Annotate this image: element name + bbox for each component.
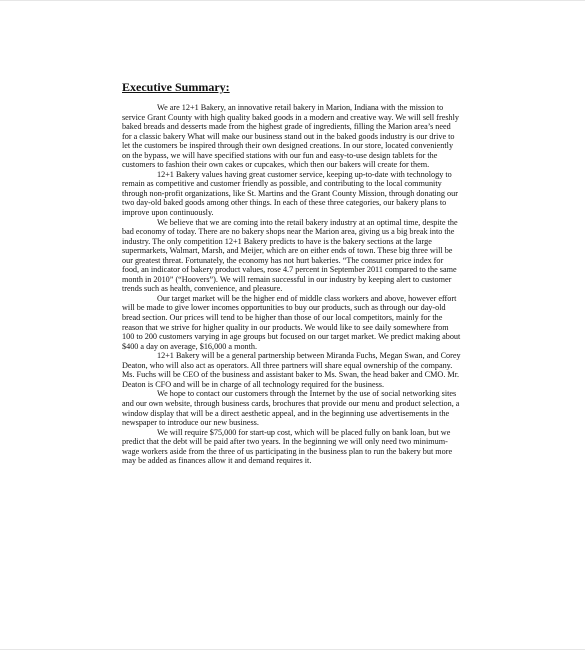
document-body (122, 79, 462, 466)
paragraph-ownership: 12+1 Bakery will be a general partnership between Miranda Fuchs, Megan Swan, and Corey Deaton, who will also act as operators. All three partners will share equal ownership of the company. Ms. Fuchs will be CEO of the business and assistant baker to Ms. Swan, the head baker and CMO. Mr. Deaton is CFO and will be in charge of all technology required for the business. (122, 351, 461, 389)
paragraph-mission: We are 12+1 Bakery, an innovative retail bakery in Marion, Indiana with the mission to service Grant County with high quality baked goods in a modern and creative way. We will sell freshly baked breads and desserts made from the highest grade of ingredients, filling the Marion area’s need for a classic bakery What will make our business stand out in the baked goods industry is our drive to let the customers be inspired through their own designed creations. In our store, located conveniently on the bypass, we will have specified stations with our fun and easy-to-use design tablets for the customers to fashion their own cakes or cupcakes, which then our bakers will create for them. (122, 103, 459, 170)
paragraph-marketing: We hope to contact our customers through the Internet by the use of social networking sites and our own website, through business cards, brochures that provide our menu and product selection, a window display that will be a direct aesthetic appeal, and in the beginning use advertisements in the newspaper to introduce our new business. (122, 389, 460, 428)
paragraph-industry: We believe that we are coming into the retail bakery industry at an optimal time, despite the bad economy of today. There are no bakery shops near the Marion area, giving us a big break into the industry. The only competition 12+1 Bakery predicts to have is the bakery sections at the large supermarkets, Walmart, Marsh, and Meijer, which are on either ends of town. These big three will be our greatest threat. Fortunately, the economy has not hurt bakeries. “The consumer price index for food, an indicator of bakery product values, rose 4.7 percent in September 2011 compared to the same month in 2010” (“Hoovers”). We will remain successful in our industry by keeping alert to customer trends such as health, convenience, and pleasure. (122, 217, 458, 294)
paragraph-values: 12+1 Bakery values having great customer service, keeping up-to-date with technology to remain as competitive and customer friendly as possible, and contributing to the local community through non-profit organizations, like St. Martins and the Grant County Mission, through donating our two day-old baked goods among other things. In each of these three categories, our bakery plans to improve upon continuously. (122, 169, 458, 218)
section-title: Executive Summary: (122, 80, 230, 94)
paragraph-funding: We will require $75,000 for start-up cost, which will be placed fully on bank loan, but we predict that the debt will be paid after two years. In the beginning we will only need two minimum-wage workers aside from the three of us participating in the business plan to run the bakery but more may be added as finances allow it and demand requires it. (122, 427, 453, 466)
paragraph-target-market: Our target market will be the higher end of middle class workers and above, however effort will be made to give lower incomes opportunities to buy our products, such as through our day-old bread section. Our prices will tend to be higher than those of our local competitors, mainly for the reason that we strive for higher quality in our products. We would like to see daily somewhere from 100 to 200 customers varying in age groups but focused on our target market. We predict making about $400 a day on average, $16,000 a month. (122, 293, 461, 351)
